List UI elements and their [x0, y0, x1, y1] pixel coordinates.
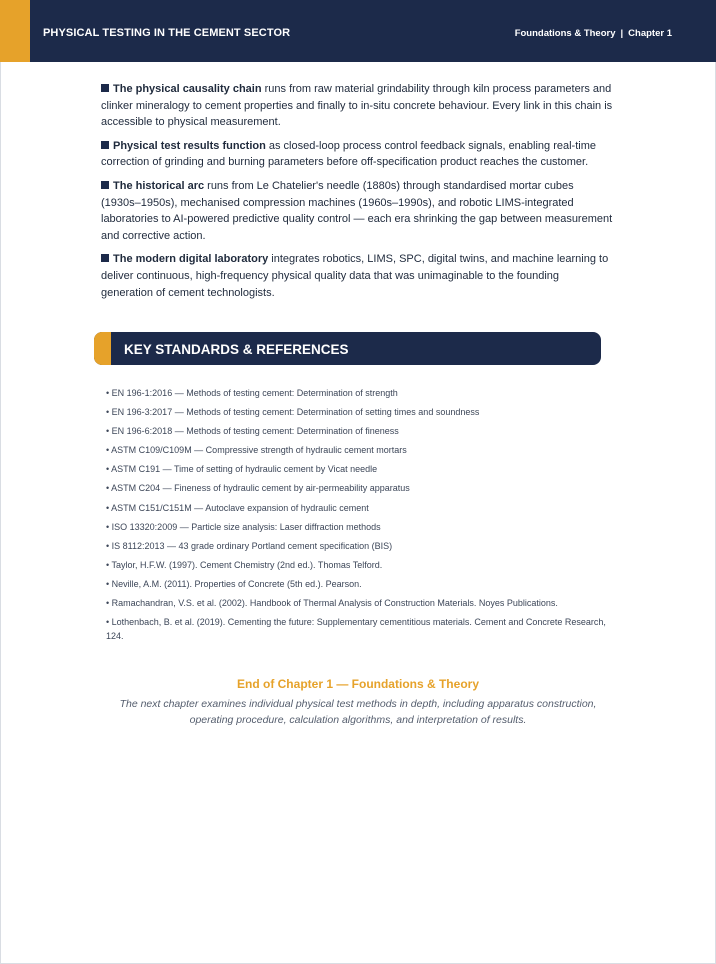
- summary-point-lead: Physical test results function: [113, 139, 266, 152]
- reference-item: • ASTM C191 — Time of setting of hydraulic cement by Vicat needle: [106, 464, 378, 475]
- end-of-chapter-title: End of Chapter 1 — Foundations & Theory: [236, 677, 479, 691]
- header-section-label: Foundations & Theory: [514, 28, 616, 39]
- summary-point-text: as closed-loop process control feedback signals, enabling real-time correction of grinding and burning parameters before off-specification product reaches the customer.: [101, 139, 597, 169]
- section-heading-accent: [94, 332, 111, 365]
- summary-point: [101, 138, 613, 171]
- section-heading-title: KEY STANDARDS & REFERENCES: [124, 342, 349, 357]
- reference-item: • Neville, A.M. (2011). Properties of Concrete (5th ed.). Pearson.: [106, 578, 362, 589]
- reference-item: • IS 8112:2013 — 43 grade ordinary Portland cement specification (BIS): [106, 540, 393, 551]
- summary-point-text: runs from Le Chatelier's needle (1880s) through standardised mortar cubes (1930s–1950s), mechanised compression machines (1960s–1990s), and robotic LIMS-integrated laboratories to AI-powered predictive quality control — each era shrinking the gap between measurement and corrective action.: [101, 179, 613, 242]
- summary-point: [101, 251, 613, 301]
- summary-point-text: runs from raw material grindability through kiln process parameters and clinker mineralogy to cement properties and finally to in-situ concrete behaviour. Every link in this chain is accessible to physical measurement.: [101, 83, 613, 129]
- summary-point-lead: The modern digital laboratory: [113, 253, 269, 266]
- summary-point-lead: The physical causality chain: [113, 83, 262, 95]
- page-header: [0, 0, 716, 62]
- square-bullet-icon: [101, 141, 109, 149]
- header-separator: |: [620, 28, 624, 39]
- summary-point: [101, 178, 613, 244]
- header-title: PHYSICAL TESTING IN THE CEMENT SECTOR: [43, 27, 291, 39]
- reference-item: • ISO 13320:2009 — Particle size analysis: Laser diffraction methods: [106, 521, 381, 532]
- summary-points: [101, 81, 613, 308]
- reference-item: • ASTM C151/C151M — Autoclave expansion of hydraulic cement: [106, 502, 369, 513]
- reference-item: • Taylor, H.F.W. (1997). Cement Chemistry (2nd ed.). Thomas Telford.: [106, 559, 383, 570]
- square-bullet-icon: [101, 84, 109, 92]
- reference-item: • EN 196-3:2017 — Methods of testing cement: Determination of setting times and soundness: [106, 407, 480, 418]
- header-chapter-label: Chapter 1: [628, 28, 672, 39]
- reference-item: • ASTM C204 — Fineness of hydraulic cement by air-permeability apparatus: [106, 483, 410, 494]
- section-heading-bar: [94, 332, 601, 365]
- square-bullet-icon: [101, 254, 109, 262]
- reference-item: • ASTM C109/C109M — Compressive strength of hydraulic cement mortars: [106, 445, 407, 456]
- summary-point-lead: The historical arc: [113, 179, 205, 192]
- reference-item: • Ramachandran, V.S. et al. (2002). Handbook of Thermal Analysis of Construction Materials. Noyes Publications.: [106, 598, 558, 609]
- reference-item: • EN 196-6:2018 — Methods of testing cement: Determination of fineness: [106, 426, 399, 437]
- next-chapter-note: The next chapter examines individual physical test methods in depth, including apparatus construction, operating procedure, calculation algorithms, and interpretation of results.: [119, 698, 597, 726]
- reference-item: • EN 196-1:2016 — Methods of testing cement: Determination of strength: [106, 388, 398, 398]
- summary-point: [101, 81, 613, 131]
- header-chapter-info: [515, 28, 672, 39]
- references-list: [106, 386, 606, 648]
- header-accent-bar: [0, 0, 30, 62]
- square-bullet-icon: [101, 181, 109, 189]
- summary-point-text: integrates robotics, LIMS, SPC, digital twins, and machine learning to deliver continuous, high-frequency physical quality data that was unimaginable to the founding generation of cement technologists.: [101, 253, 609, 299]
- reference-item: • Lothenbach, B. et al. (2019). Cementing the future: Supplementary cementitious materials. Cement and Concrete Research, 124.: [106, 617, 606, 642]
